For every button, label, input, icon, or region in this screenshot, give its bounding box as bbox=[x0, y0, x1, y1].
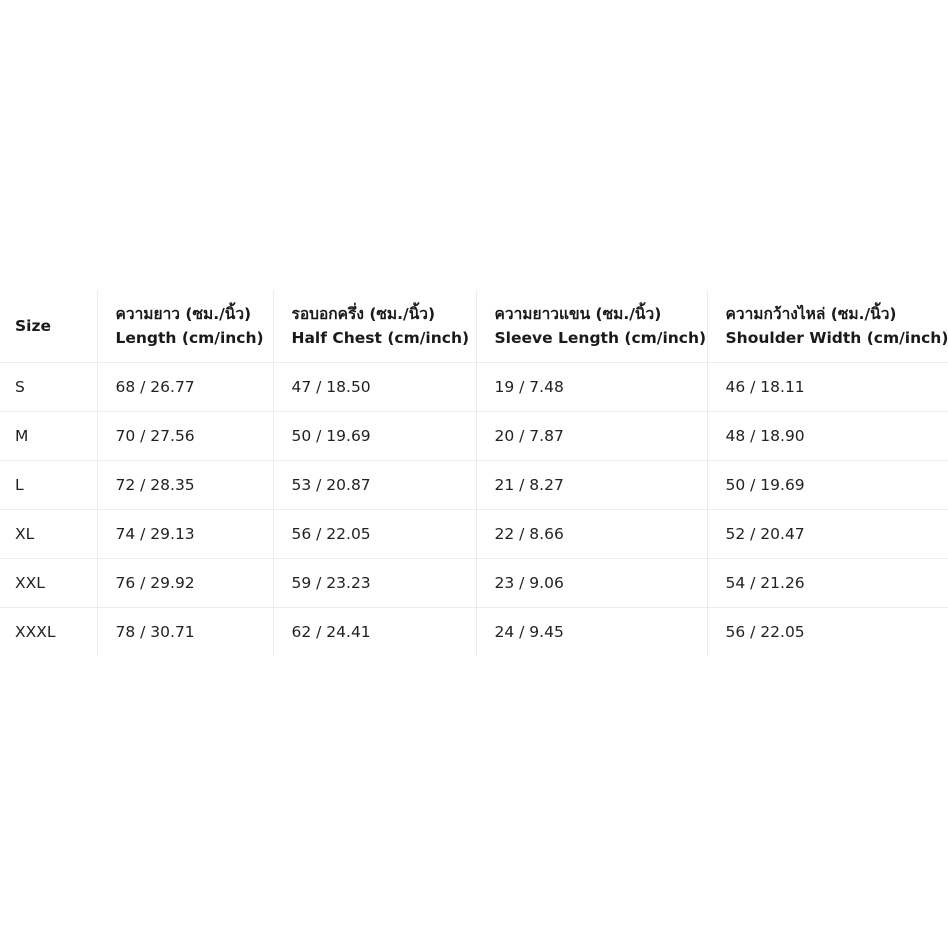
header-half-chest-thai: รอบอกครึ่ง (ซม./นิ้ว) bbox=[291, 305, 436, 323]
header-shoulder-width-english: Shoulder Width (cm/inch) bbox=[725, 329, 948, 347]
cell-sleeve-length: 21 / 8.27 bbox=[476, 461, 707, 510]
cell-size: XXL bbox=[0, 559, 97, 608]
cell-length: 68 / 26.77 bbox=[97, 363, 273, 412]
cell-half-chest: 62 / 24.41 bbox=[273, 608, 476, 657]
header-size-label: Size bbox=[15, 317, 52, 335]
header-shoulder-width-thai: ความกว้างไหล่ (ซม./นิ้ว) bbox=[725, 305, 897, 323]
cell-size: XXXL bbox=[15, 623, 56, 641]
header-size bbox=[0, 290, 97, 363]
cell-shoulder-width: 52 / 20.47 bbox=[707, 510, 948, 559]
cell-size: XL bbox=[0, 510, 97, 559]
cell-shoulder-width: 50 / 19.69 bbox=[707, 461, 948, 510]
cell-length: 74 / 29.13 bbox=[97, 510, 273, 559]
cell-sleeve-length: 24 / 9.45 bbox=[476, 608, 707, 657]
header-row bbox=[0, 290, 948, 363]
table-row bbox=[0, 510, 948, 559]
header-length-english: Length (cm/inch) bbox=[115, 329, 264, 347]
table-row bbox=[0, 608, 948, 657]
table-row bbox=[0, 559, 948, 608]
header-sleeve-length-english: Sleeve Length (cm/inch) bbox=[494, 329, 707, 347]
cell-half-chest: 47 / 18.50 bbox=[273, 363, 476, 412]
table-row bbox=[0, 461, 948, 510]
cell-sleeve-length: 20 / 7.87 bbox=[476, 412, 707, 461]
cell-shoulder-width: 48 / 18.90 bbox=[707, 412, 948, 461]
cell-size: L bbox=[0, 461, 97, 510]
cell-size: S bbox=[0, 363, 97, 412]
header-sleeve-length bbox=[476, 290, 707, 363]
cell-length: 78 / 30.71 bbox=[97, 608, 273, 657]
cell-half-chest: 53 / 20.87 bbox=[273, 461, 476, 510]
header-length-thai: ความยาว (ซม./นิ้ว) bbox=[115, 305, 252, 323]
cell-length: 70 / 27.56 bbox=[97, 412, 273, 461]
cell-size: M bbox=[0, 412, 97, 461]
cell-length: 76 / 29.92 bbox=[97, 559, 273, 608]
cell-shoulder-width: 46 / 18.11 bbox=[707, 363, 948, 412]
size-chart-table bbox=[0, 290, 948, 656]
header-sleeve-length-thai: ความยาวแขน (ซม./นิ้ว) bbox=[494, 305, 662, 323]
cell-sleeve-length: 19 / 7.48 bbox=[476, 363, 707, 412]
cell-sleeve-length: 23 / 9.06 bbox=[476, 559, 707, 608]
cell-shoulder-width: 54 / 21.26 bbox=[707, 559, 948, 608]
cell-shoulder-width: 56 / 22.05 bbox=[707, 608, 948, 657]
cell-length: 72 / 28.35 bbox=[97, 461, 273, 510]
header-shoulder-width bbox=[707, 290, 948, 363]
cell-half-chest: 59 / 23.23 bbox=[273, 559, 476, 608]
table-row bbox=[0, 412, 948, 461]
table-row bbox=[0, 363, 948, 412]
cell-half-chest: 56 / 22.05 bbox=[273, 510, 476, 559]
cell-sleeve-length: 22 / 8.66 bbox=[476, 510, 707, 559]
header-half-chest-english: Half Chest (cm/inch) bbox=[291, 329, 470, 347]
header-half-chest bbox=[273, 290, 476, 363]
cell-half-chest: 50 / 19.69 bbox=[273, 412, 476, 461]
header-length bbox=[97, 290, 273, 363]
